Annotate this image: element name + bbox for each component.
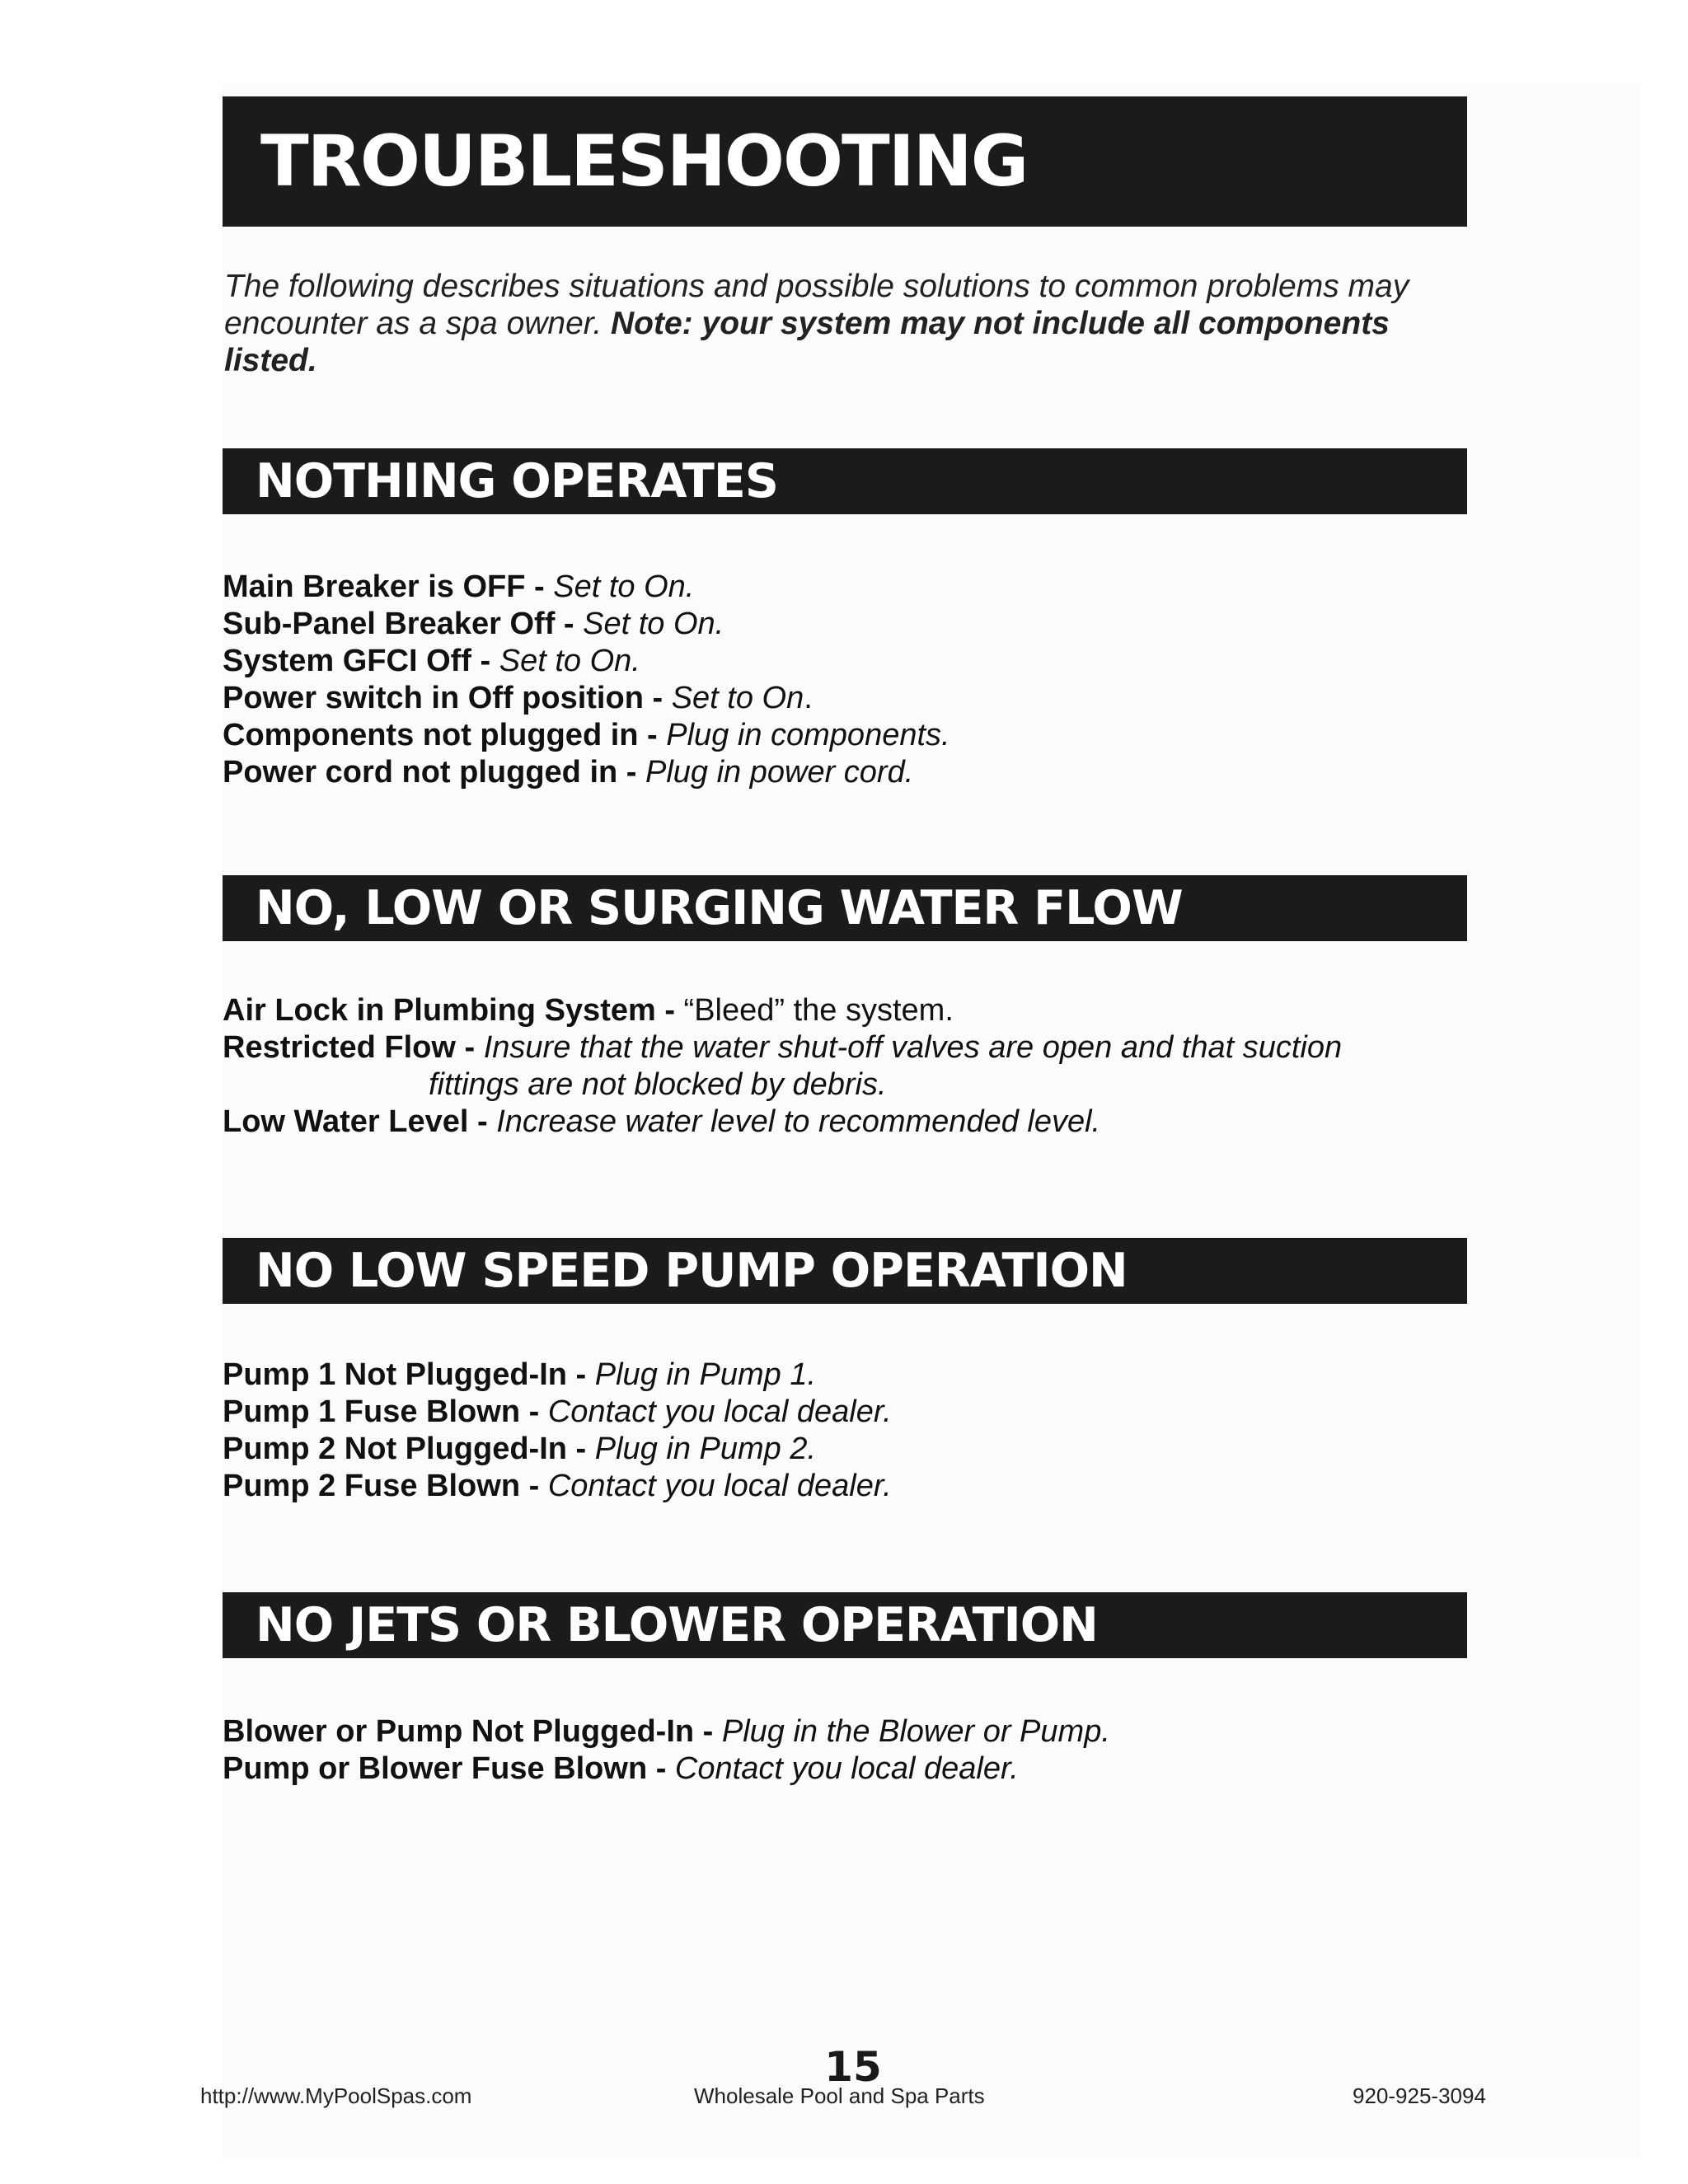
list-item (223, 1431, 1508, 1468)
item-solution: Plug in components. (666, 718, 950, 752)
item-label: Low Water Level - (223, 1104, 497, 1139)
item-solution: “Bleed” the system. (683, 993, 954, 1028)
footer-tagline: Wholesale Pool and Spa Parts (694, 2083, 985, 2108)
item-label: Pump or Blower Fuse Blown - (223, 1751, 675, 1786)
list-item (223, 1029, 1508, 1104)
section-heading-low-speed-pump: NO LOW SPEED PUMP OPERATION (223, 1238, 1467, 1304)
item-solution: Set to On. (499, 644, 640, 678)
item-label: Sub-Panel Breaker Off - (223, 607, 584, 641)
list-item (223, 717, 1508, 754)
list-item (223, 754, 1508, 791)
item-solution: Plug in the Blower or Pump. (721, 1714, 1110, 1749)
item-solution: Set to On. (553, 569, 695, 604)
item-label: Restricted Flow - (223, 1030, 484, 1065)
list-item (223, 606, 1508, 643)
section-items-jets-blower (223, 1713, 1508, 1788)
item-label: System GFCI Off - (223, 644, 499, 678)
item-label: Air Lock in Plumbing System - (223, 993, 684, 1028)
page-number: 15 (824, 2043, 882, 2091)
section-items-water-flow (223, 992, 1508, 1141)
list-item (223, 1468, 1508, 1505)
list-item (223, 569, 1508, 606)
item-label: Components not plugged in - (223, 718, 667, 752)
item-label: Main Breaker is OFF - (223, 569, 554, 604)
list-item (223, 1750, 1508, 1788)
item-label: Pump 2 Fuse Blown - (223, 1469, 548, 1503)
list-item (223, 643, 1508, 680)
item-solution: Plug in power cord. (645, 755, 914, 790)
section-heading-nothing-operates: NOTHING OPERATES (223, 448, 1467, 514)
item-trailing-period: . (804, 681, 813, 715)
item-solution: Contact you local dealer. (547, 1469, 892, 1503)
item-solution: Contact you local dealer. (674, 1751, 1019, 1786)
section-heading-water-flow: NO, LOW OR SURGING WATER FLOW (223, 875, 1467, 941)
item-label: Pump 2 Not Plugged-In - (223, 1432, 595, 1466)
item-label: Pump 1 Fuse Blown - (223, 1394, 548, 1429)
page-title: TROUBLESHOOTING (223, 96, 1467, 227)
item-label: Pump 1 Not Plugged-In - (223, 1357, 595, 1392)
item-solution: Set to On. (583, 607, 724, 641)
item-solution: Contact you local dealer. (547, 1394, 892, 1429)
intro-text: The following describes situations and possible solutions to common problems may encounter as a spa owner. (224, 269, 1409, 341)
list-item (223, 1357, 1508, 1394)
item-solution: Insure that the water shut-off valves are open and that suction (483, 1030, 1343, 1065)
list-item (223, 1104, 1508, 1141)
item-solution: Plug in Pump 2. (594, 1432, 817, 1466)
intro-paragraph (224, 268, 1461, 379)
item-solution: Set to On (671, 681, 804, 715)
item-label: Blower or Pump Not Plugged-In - (223, 1714, 722, 1749)
list-item (223, 680, 1508, 717)
item-label: Power cord not plugged in - (223, 755, 645, 790)
item-solution-continuation: fittings are not blocked by debris. (429, 1067, 887, 1102)
section-heading-jets-blower: NO JETS OR BLOWER OPERATION (223, 1592, 1467, 1658)
list-item (223, 1394, 1508, 1431)
footer-website: http://www.MyPoolSpas.com (200, 2083, 472, 2108)
section-items-low-speed-pump (223, 1357, 1508, 1505)
list-item (223, 1713, 1508, 1750)
footer-phone: 920-925-3094 (1353, 2083, 1486, 2108)
item-solution: Plug in Pump 1. (594, 1357, 817, 1392)
item-solution: Increase water level to recommended level. (496, 1104, 1101, 1139)
list-item (223, 992, 1508, 1029)
item-label: Power switch in Off position - (223, 681, 672, 715)
section-items-nothing-operates (223, 569, 1508, 791)
intro-note: Note: your system may not include all components listed. (224, 306, 1390, 378)
